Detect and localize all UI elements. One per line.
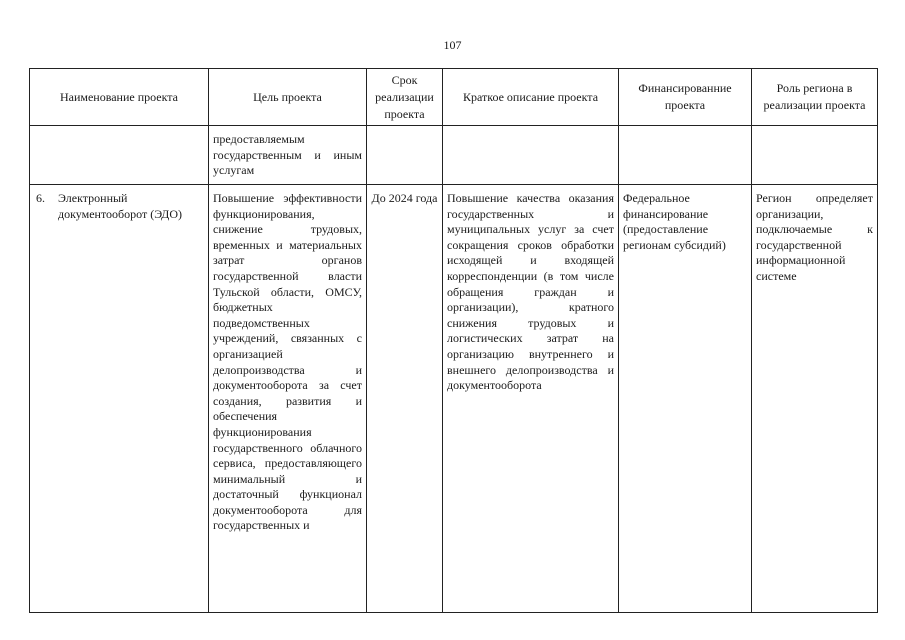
header-goal: Цель проекта bbox=[209, 69, 367, 126]
header-name: Наименование проекта bbox=[30, 69, 209, 126]
cell-financing: Федеральное финансирование (предоставление регионам субсидий) bbox=[619, 185, 752, 613]
cell-name bbox=[30, 185, 209, 613]
cell-goal-continuation: предоставляемым государственным и иным услугам bbox=[209, 126, 367, 185]
cell-region-role: Регион определяет организации, подключаемые к государственной информационной системе bbox=[752, 185, 878, 613]
cell-empty bbox=[30, 126, 209, 185]
project-name: Электронный документооборот (ЭДО) bbox=[58, 191, 182, 221]
table-header-row bbox=[30, 69, 878, 126]
row-number: 6. bbox=[36, 191, 45, 205]
cell-empty bbox=[752, 126, 878, 185]
header-term: Срок реализации проекта bbox=[367, 69, 443, 126]
cell-term: До 2024 года bbox=[367, 185, 443, 613]
header-region-role: Роль региона в реализации проекта bbox=[752, 69, 878, 126]
cell-empty bbox=[367, 126, 443, 185]
page-number: 107 bbox=[443, 38, 462, 52]
cell-description: Повышение качества оказания государственных и муниципальных услуг за счет сокращения сроков обработки исходящей и входящей корреспонденции (в том числе обращения граждан и организации), кратного снижения трудовых и логистических затрат на организацию внутреннего и внешнего делопроизводства и документооборота bbox=[443, 185, 619, 613]
projects-table bbox=[29, 68, 878, 613]
table-row bbox=[30, 185, 878, 613]
cell-goal: Повышение эффективности функционирования, снижение трудовых, временных и материальных затрат органов государственной власти Тульской области, ОМСУ, бюджетных подведомственных учреждений, связанных с организацией делопроизводства и документооборота за счет создания, развития и обеспечения функционирования государственного облачного сервиса, предоставляющего минимальный и достаточный функционал документооборота для государственных и bbox=[209, 185, 367, 613]
header-financing: Финансированние проекта bbox=[619, 69, 752, 126]
header-description: Краткое описание проекта bbox=[443, 69, 619, 126]
table-row-continuation bbox=[30, 126, 878, 185]
cell-empty bbox=[619, 126, 752, 185]
cell-empty bbox=[443, 126, 619, 185]
